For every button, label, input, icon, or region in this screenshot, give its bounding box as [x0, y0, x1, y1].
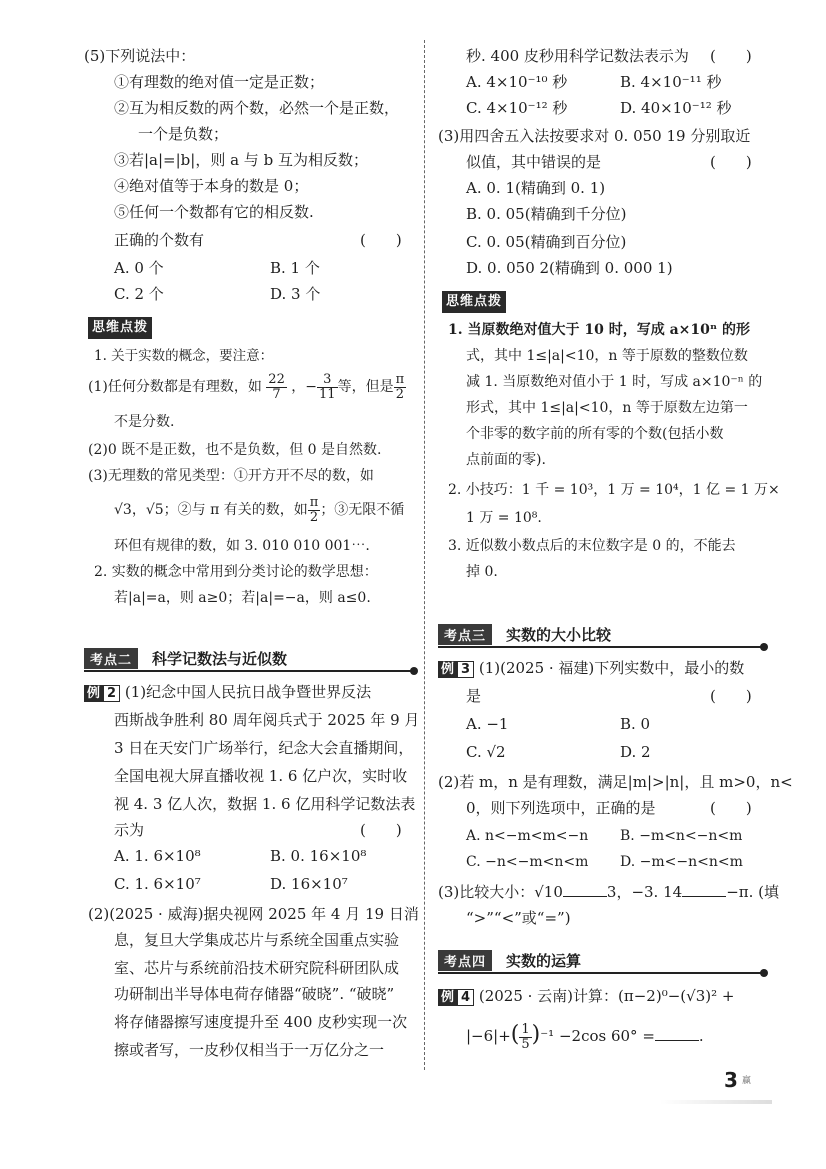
page-mark: 赢	[742, 1076, 752, 1086]
section-dot-4	[760, 969, 768, 977]
q3-answer-paren: ( )	[710, 153, 752, 171]
example-2-line-2: 西斯战争胜利 80 周年阅兵式于 2025 年 9 月	[114, 711, 420, 729]
example-2-answer-paren: ( )	[360, 821, 402, 839]
tips-tag-label-right: 思维点拨	[442, 291, 506, 313]
example-3-part2-line-1: (2)若 m，n 是有理数，满足|m|>|n|，且 m>0，n<	[438, 773, 793, 791]
q3-option-c: C. 0. 05(精确到百分位)	[466, 233, 627, 251]
section-badge: 考点二	[84, 648, 138, 669]
q3-line-2: 似值，其中错误的是	[466, 153, 602, 171]
q5-stem: (5)下列说法中：	[84, 47, 196, 65]
column-divider	[424, 40, 425, 1070]
example-2-part2-line-4: 功研制出半导体电荷存储器“破晓”. “破晓”	[114, 985, 395, 1003]
rtip-1-line-4: 形式，其中 1≤|a|<10，n 等于原数左边第一	[466, 400, 748, 416]
tips-tag-label: 思维点拨	[88, 317, 152, 339]
section-title-3: 实数的大小比较	[506, 626, 612, 644]
example-3-label: 例 3	[438, 660, 474, 680]
example-3-part2-paren: ( )	[710, 799, 752, 817]
tip-2c: 等，但是	[337, 379, 394, 395]
section-badge-3: 考点三	[438, 624, 492, 645]
tip-4: (2)0 既不是正数，也不是负数，但 0 是自然数.	[88, 442, 382, 458]
q5-statement-3: ③若|a|=|b|，则 a 与 b 互为相反数；	[114, 151, 368, 169]
example-3-part2-option-b: B. −m<n<−n<m	[620, 828, 743, 844]
q3-option-a: A. 0. 1(精确到 0. 1)	[466, 179, 606, 197]
cont-line-1: 秒. 400 皮秒用科学记数法表示为	[466, 47, 689, 65]
cont-option-b: B. 4×10⁻¹¹ 秒	[620, 73, 722, 91]
section-header-2	[84, 646, 414, 672]
example-2-option-c: C. 1. 6×10⁷	[114, 875, 201, 893]
tips-tag-left	[88, 316, 152, 339]
example-2-label: 例 2	[84, 684, 120, 704]
close-paren: )	[531, 1022, 541, 1047]
section-header-4	[438, 948, 764, 974]
tip-5: (3)无理数的常见类型：①开方开不尽的数，如	[88, 468, 374, 484]
tip-1: 1. 关于实数的概念，要注意：	[94, 348, 274, 364]
answer-blank-3[interactable]	[655, 1026, 699, 1041]
fraction-pi-2b: $\frac{\pi}{2}$	[309, 494, 319, 525]
rtip-3-line-1: 3. 近似数小数点后的末位数字是 0 的，不能去	[448, 538, 736, 554]
page-number: 3	[724, 1068, 738, 1092]
q3-option-b: B. 0. 05(精确到千分位)	[466, 205, 627, 223]
example-2-part2-line-3: 室、芯片与系统前沿技术研究院科研团队成	[114, 959, 400, 977]
section-title: 科学记数法与近似数	[152, 650, 288, 668]
tip-6	[114, 494, 404, 526]
example-3-line-2: 是	[466, 687, 482, 705]
q5-statement-5: ⑤任何一个数都有它的相反数.	[114, 203, 314, 221]
tip-2a: (1)任何分数都是有理数，如	[88, 379, 262, 395]
answer-blank-2[interactable]	[682, 882, 726, 897]
answer-blank-1[interactable]	[563, 882, 607, 897]
tip-8: 2. 实数的概念中常用到分类讨论的数学思想：	[94, 564, 378, 580]
q5-option-c: C. 2 个	[114, 285, 164, 303]
q5-option-b: B. 1 个	[270, 259, 320, 277]
example-3-line-1: 例 3 (1)(2025 · 福建)下列实数中，最小的数	[438, 658, 744, 680]
example-3-part3-line-2: “>”“<”或“=”)	[466, 909, 571, 927]
example-3-option-d: D. 2	[620, 743, 651, 761]
example-2-line-4: 全国电视大屏直播收视 1. 6 亿户次，实时收	[114, 767, 408, 785]
cont-option-c: C. 4×10⁻¹² 秒	[466, 99, 568, 117]
example-2-line-5: 视 4. 3 亿人次，数据 1. 6 亿用科学记数法表	[114, 795, 416, 813]
example-2-part2-line-1: (2)(2025 · 威海)据央视网 2025 年 4 月 19 日消	[88, 905, 419, 923]
example-2-part2-line-6: 擦或者写，一皮秒仅相当于一万亿分之一	[114, 1041, 385, 1059]
tip-9: 若|a|=a，则 a≥0；若|a|=−a，则 a≤0.	[114, 590, 371, 606]
rtip-1-line-5: 个非零的数字前的所有零的个数(包括小数	[466, 426, 724, 442]
example-3-option-c: C. √2	[466, 743, 506, 761]
example-2-option-b: B. 0. 16×10⁸	[270, 847, 367, 865]
example-2-line-3: 3 日在天安门广场举行，纪念大会直播期间，	[114, 739, 414, 757]
example-2-line-1: 例 2 (1)纪念中国人民抗日战争暨世界反法	[84, 682, 371, 704]
fraction-3-11: $\frac{3}{11}$	[319, 371, 336, 402]
cont-option-d: D. 40×10⁻¹² 秒	[620, 99, 732, 117]
rtip-1-line-2: 式，其中 1≤|a|<10，n 等于原数的整数位数	[466, 348, 748, 364]
cont-answer-paren: ( )	[710, 47, 752, 65]
q5-ask: 正确的个数有	[114, 231, 205, 249]
fraction-22-7: $\frac{22}{7}$	[268, 371, 285, 402]
example-3-option-a: A. −1	[466, 715, 509, 733]
tip-3: 不是分数.	[114, 414, 175, 430]
q5-option-a: A. 0 个	[114, 259, 164, 277]
q5-option-d: D. 3 个	[270, 285, 321, 303]
section-badge-4: 考点四	[438, 950, 492, 971]
example-4-line-1: 例 4 (2025 · 云南)计算：(π−2)⁰−(√3)² +	[438, 986, 734, 1008]
example-4-line-2: |−6|+( $\frac{1}{5}$ )⁻¹ −2cos 60° = .	[466, 1021, 704, 1052]
fraction-pi-2: $\frac{\pi}{2}$	[395, 371, 405, 402]
example-4-label: 例 4	[438, 988, 474, 1008]
section-dot	[410, 667, 418, 675]
example-3-part2-line-2: 0，则下列选项中，正确的是	[466, 799, 656, 817]
example-3-part2-option-c: C. −n<−m<n<m	[466, 854, 589, 870]
rtip-2-line-2: 1 万 = 10⁸.	[466, 510, 542, 526]
fraction-1-5: $\frac{1}{5}$	[521, 1021, 530, 1052]
example-2-option-a: A. 1. 6×10⁸	[114, 847, 201, 865]
rtip-1-line-3: 减 1. 当原数绝对值小于 1 时，写成 a×10⁻ⁿ 的	[466, 374, 763, 390]
q3-line-1: (3)用四舍五入法按要求对 0. 050 19 分别取近	[438, 127, 751, 145]
rtip-1-line-6: 点前面的零).	[466, 452, 546, 468]
q5-statement-4: ④绝对值等于本身的数是 0；	[114, 177, 309, 195]
tip-6a: √3，√5；②与 π 有关的数，如	[114, 502, 308, 518]
section-title-4: 实数的运算	[506, 952, 582, 970]
example-2-line-6: 示为	[114, 821, 145, 839]
rtip-1-line-1: 1. 当原数绝对值大于 10 时，写成 a×10ⁿ 的形	[448, 322, 751, 338]
section-header-3	[438, 622, 764, 648]
q5-statement-2b: 一个是负数；	[138, 125, 229, 143]
tip-6b: ；③无限不循	[320, 502, 405, 518]
example-3-part3-line-1: (3)比较大小：√10 3，−3. 14 −π. (填	[438, 883, 780, 901]
q5-answer-paren: ( )	[360, 231, 402, 249]
tip-2	[88, 372, 406, 402]
example-3-answer-paren: ( )	[710, 687, 752, 705]
tips-tag-right	[442, 290, 506, 313]
rtip-3-line-2: 掉 0.	[466, 564, 498, 580]
q5-statement-1: ①有理数的绝对值一定是正数；	[114, 73, 325, 91]
bottom-rule	[660, 1100, 772, 1104]
rtip-2-line-1: 2. 小技巧：1 千 = 10³，1 万 = 10⁴，1 亿 = 1 万×	[448, 482, 780, 498]
example-2-option-d: D. 16×10⁷	[270, 875, 348, 893]
tip-2b: ，−	[291, 379, 318, 395]
example-3-option-b: B. 0	[620, 715, 651, 733]
example-3-part2-option-a: A. n<−m<m<−n	[466, 828, 589, 844]
q5-statement-2: ②互为相反数的两个数，必然一个是正数，	[114, 99, 400, 117]
cont-option-a: A. 4×10⁻¹⁰ 秒	[466, 73, 568, 91]
example-2-part2-line-5: 将存储器擦写速度提升至 400 皮秒实现一次	[114, 1013, 408, 1031]
q3-option-d: D. 0. 050 2(精确到 0. 000 1)	[466, 259, 673, 277]
open-paren: (	[510, 1022, 520, 1047]
example-2-part2-line-2: 息，复旦大学集成芯片与系统全国重点实验	[114, 931, 400, 949]
example-3-part2-option-d: D. −m<−n<n<m	[620, 854, 743, 870]
section-dot-3	[760, 643, 768, 651]
tip-7: 环但有规律的数，如 3. 010 010 001⋯.	[114, 538, 370, 554]
